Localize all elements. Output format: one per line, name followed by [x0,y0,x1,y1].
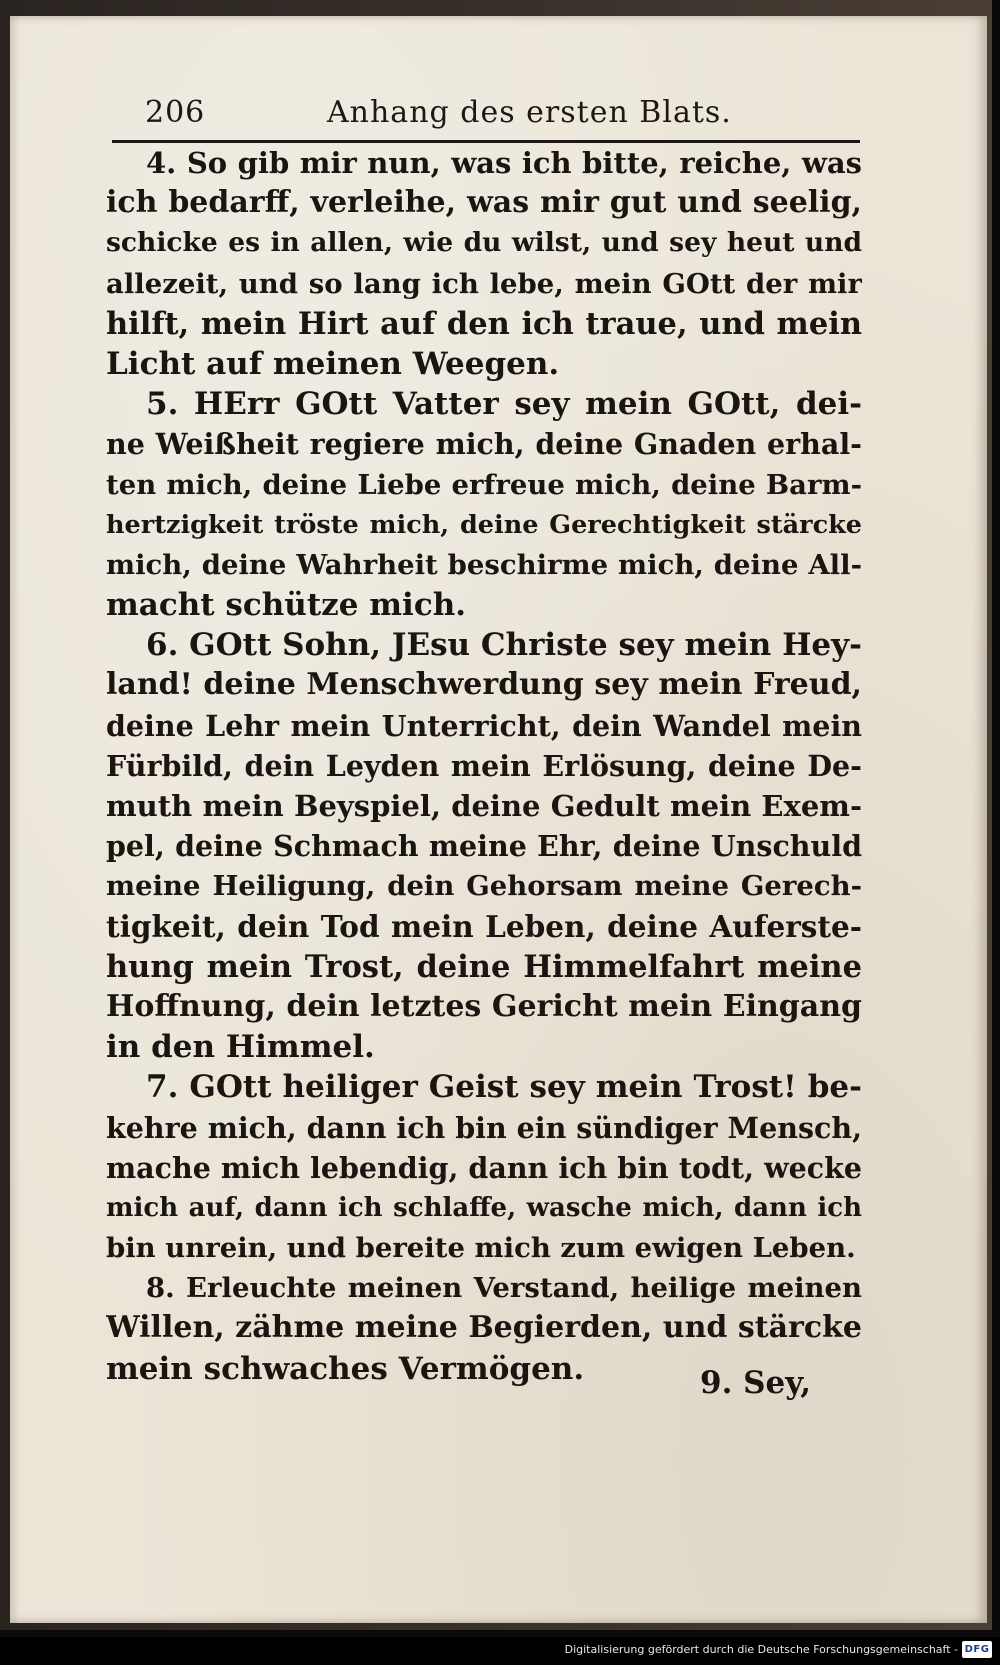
page-number: 206 [145,95,206,130]
text-line: ne Weißheit regiere mich, deine Gnaden erhal- [106,427,862,462]
text-line: allezeit, und so lang ich lebe, mein GOtt der mir [106,267,862,300]
text-line: 4. So gib mir nun, was ich bitte, reiche, was [146,146,862,180]
text-line: pel, deine Schmach meine Ehr, deine Unschuld [106,829,862,864]
digitization-footer [0,1637,1000,1665]
text-line: bin unrein, und bereite mich zum ewigen Leben. [106,1232,856,1265]
text-line: muth mein Beyspiel, deine Gedult mein Exem- [106,789,862,823]
text-line: mache mich lebendig, dann ich bin todt, wecke [106,1150,862,1185]
text-line: 5. HErr GOtt Vatter sey mein GOtt, dei- [146,386,862,423]
text-line: Hoffnung, dein letztes Gericht mein Eingang [106,988,862,1024]
text-line: 7. GOtt heiliger Geist sey mein Trost! be- [146,1069,862,1106]
text-line: hertzigkeit tröste mich, deine Gerechtigkeit stärcke [106,509,862,540]
text-line: schicke es in allen, wie du wilst, und sey heut und [106,227,862,259]
text-line: ich bedarff, verleihe, was mir gut und seelig, [106,185,862,221]
text-line: in den Himmel. [106,1029,375,1066]
dfg-logo: DFG [962,1641,992,1658]
text-line: land! deine Menschwerdung sey mein Freud, [106,667,862,703]
text-line: 8. Erleuchte meinen Verstand, heilige meinen [146,1272,862,1305]
text-line: macht schütze mich. [106,587,467,624]
text-line: hung mein Trost, deine Himmelfahrt meine [106,948,862,985]
running-head-title: Anhang des ersten Blats. [327,95,732,130]
text-line: tigkeit, dein Tod mein Leben, deine Auferste- [106,908,862,944]
text-line: Licht auf meinen Weegen. [106,345,560,382]
text-line: deine Lehr mein Unterricht, dein Wandel mein [106,708,862,743]
text-line: mich, deine Wahrheit beschirme mich, deine All- [106,548,862,581]
text-line: meine Heiligung, dein Gehorsam meine Gerech- [106,870,862,903]
text-line: hilft, mein Hirt auf den ich traue, und mein [106,305,862,342]
catchword: 9. Sey, [700,1365,812,1401]
running-head [145,95,865,139]
text-line: ten mich, deine Liebe erfreue mich, deine Barm- [106,468,862,501]
text-line: kehre mich, dann ich bin ein sündiger Mensch, [106,1110,862,1145]
text-line: Willen, zähme meine Begierden, und stärcke [106,1310,862,1346]
text-line: Fürbild, dein Leyden mein Erlösung, deine De- [106,748,862,783]
text-line: mein schwaches Vermögen. [106,1350,585,1387]
page-body [106,143,862,1389]
text-line: mich auf, dann ich schlaffe, wasche mich, dann ich [106,1192,862,1223]
funding-credit: Digitalisierung gefördert durch die Deutsche Forschungsgemeinschaft - [564,1643,958,1656]
text-line: 6. GOtt Sohn, JEsu Christe sey mein Hey- [146,627,862,664]
